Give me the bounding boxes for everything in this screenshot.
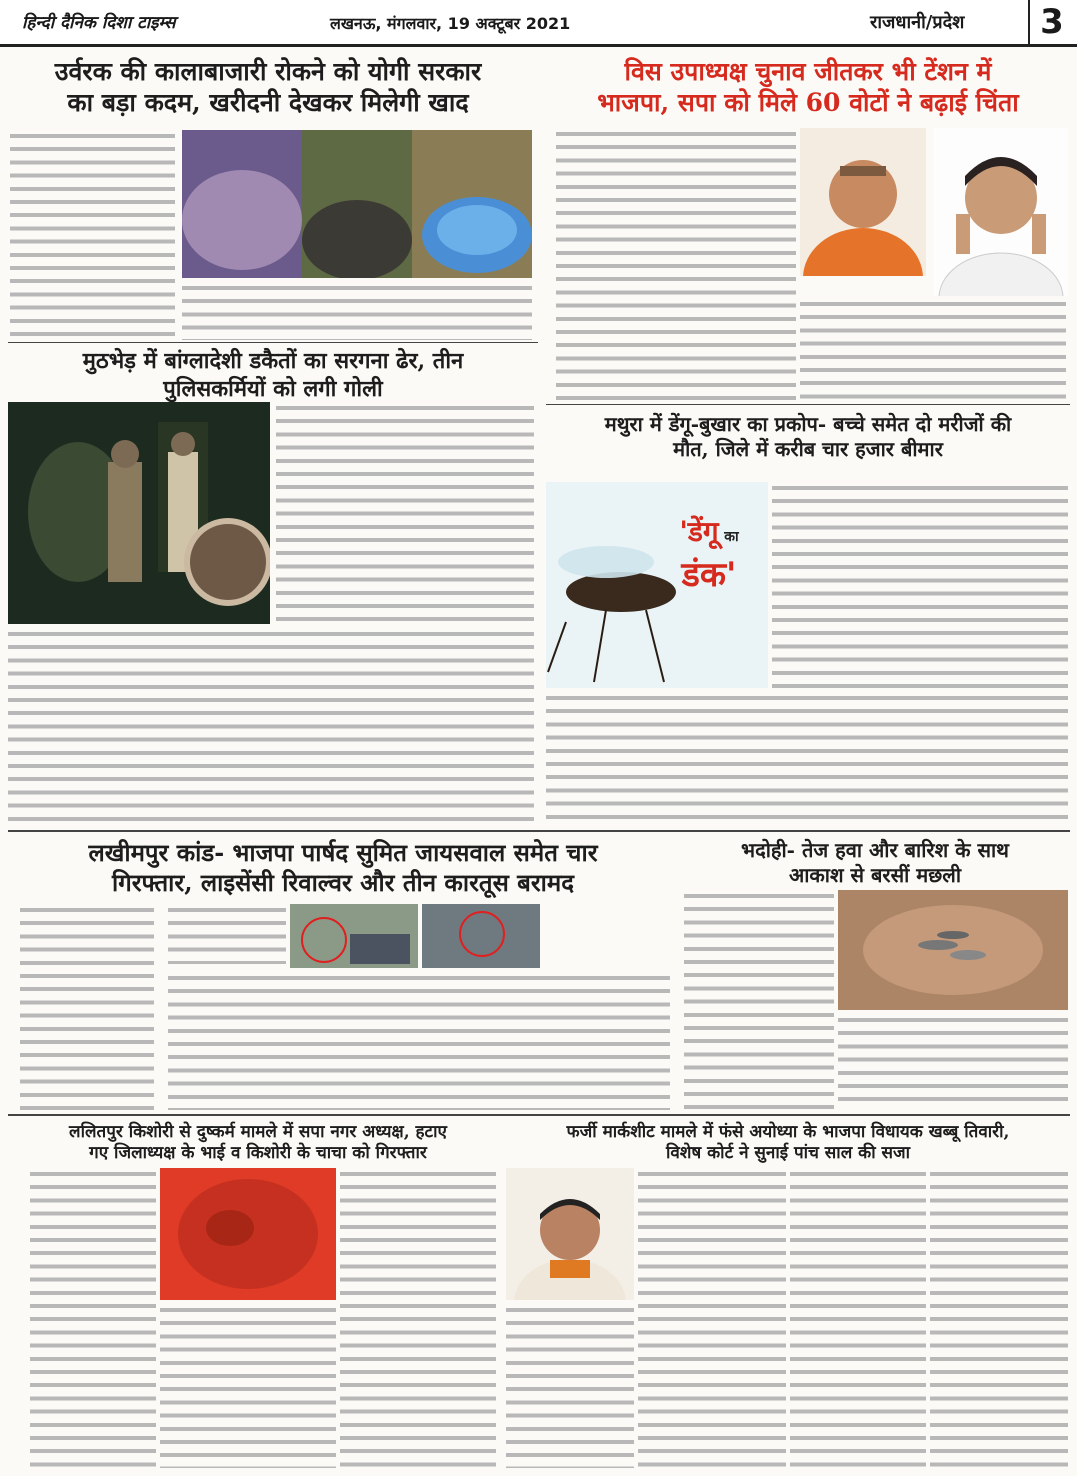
election-photo-left (800, 128, 926, 276)
bhadohi-headline-line2: आकाश से बरसीं मछली (788, 863, 961, 887)
ayodhya-text-col3 (790, 1168, 926, 1468)
dengue-headline (548, 412, 1068, 462)
lakhimpur-headline-line2: गिरफ्तार, लाइसेंसी रिवाल्वर और तीन कारतूस बरामद (112, 868, 574, 897)
divider (8, 1114, 1070, 1116)
dateline: लखनऊ, मंगलवार, 19 अक्टूबर 2021 (330, 14, 571, 33)
lakhimpur-headline-line1: लखीमपुर कांड- भाजपा पार्षद सुमित जायसवाल समेत चार (88, 838, 598, 867)
lalitpur-text-lower (160, 1304, 336, 1468)
dengue-graphic-line2: डंक' (681, 555, 737, 595)
election-text (556, 128, 796, 400)
dengue-text-lower (546, 692, 1068, 824)
lalitpur-photo (160, 1168, 336, 1300)
section-name: राजधानी/प्रदेश (870, 12, 965, 33)
ayodhya-text-col4 (930, 1168, 1068, 1468)
election-text-lower (800, 298, 1066, 402)
ayodhya-text-col2 (638, 1168, 786, 1468)
lakhimpur-headline (8, 838, 678, 898)
lalitpur-headline-line1: ललितपुर किशोरी से दुष्कर्म मामले में सपा नगर अध्यक्ष, हटाए (69, 1122, 447, 1142)
lalitpur-headline-line2: गए जिलाध्यक्ष के भाई व किशोरी के चाचा को गिरफ्तार (89, 1143, 427, 1164)
encounter-text (276, 402, 534, 624)
dengue-headline-line2: मौत, जिले में करीब चार हजार बीमार (673, 437, 943, 461)
paper-name: हिन्दी दैनिक दिशा टाइम्स (22, 13, 176, 33)
dengue-graphic-text (654, 512, 764, 596)
lakhimpur-text-col2 (168, 904, 286, 964)
fertilizer-headline-line2: का बड़ा कदम, खरीदनी देखकर मिलेगी खाद (67, 88, 469, 118)
encounter-text-lower (8, 628, 534, 826)
ayodhya-text (506, 1304, 634, 1468)
election-photo-right (934, 128, 1068, 296)
encounter-headline-line1: मुठभेड़ में बांग्लादेशी डकैतों का सरगना ढेर, तीन (82, 348, 464, 374)
dengue-graphic (546, 482, 768, 688)
lakhimpur-photo (290, 904, 418, 968)
fertilizer-text-lower (182, 282, 532, 340)
encounter-headline (8, 348, 538, 403)
ayodhya-photo (506, 1168, 634, 1300)
ayodhya-headline-line1: फर्जी मार्कशीट मामले में फंसे अयोध्या के भाजपा विधायक खब्बू तिवारी, (566, 1122, 1010, 1142)
encounter-headline-line2: पुलिसकर्मियों को लगी गोली (163, 375, 383, 402)
dengue-headline-line1: मथुरा में डेंगू-बुखार का प्रकोप- बच्चे समेत दो मरीजों की (604, 412, 1012, 436)
masthead (0, 0, 1077, 47)
bhadohi-headline-line1: भदोही- तेज हवा और बारिश के साथ (741, 838, 1009, 862)
divider (8, 830, 1070, 832)
election-headline-line1: विस उपाध्यक्ष चुनाव जीतकर भी टेंशन में (624, 57, 992, 86)
bhadohi-headline (690, 838, 1060, 888)
election-headline-line2: भाजपा, सपा को मिले 60 वोटों ने बढ़ाई चिंता (597, 88, 1019, 118)
encounter-photo (8, 402, 270, 624)
bhadohi-text-lower (838, 1014, 1068, 1110)
fertilizer-headline-line1: उर्वरक की कालाबाजारी रोकने को योगी सरकार (54, 57, 482, 86)
dengue-text (772, 482, 1068, 688)
dengue-graphic-word: का (724, 529, 739, 545)
ayodhya-headline-line2: विशेष कोर्ट ने सुनाई पांच साल की सजा (665, 1143, 911, 1164)
page-number: 3 (1028, 0, 1074, 44)
ayodhya-headline (506, 1122, 1070, 1165)
lakhimpur-text-col3 (168, 972, 670, 1110)
bhadohi-photo (838, 890, 1068, 1010)
divider (8, 342, 538, 343)
fertilizer-headline (8, 56, 528, 119)
lakhimpur-photo-2 (422, 904, 540, 968)
lalitpur-text-col2 (340, 1168, 496, 1468)
fertilizer-text (10, 130, 175, 340)
lakhimpur-text (20, 904, 154, 1110)
dengue-graphic-line1: 'डेंगू (679, 515, 719, 548)
bhadohi-text (684, 890, 834, 1110)
divider (546, 404, 1070, 405)
lalitpur-text (30, 1168, 156, 1468)
election-headline (548, 56, 1068, 119)
fertilizer-photo (182, 130, 532, 278)
lalitpur-headline (8, 1122, 508, 1165)
